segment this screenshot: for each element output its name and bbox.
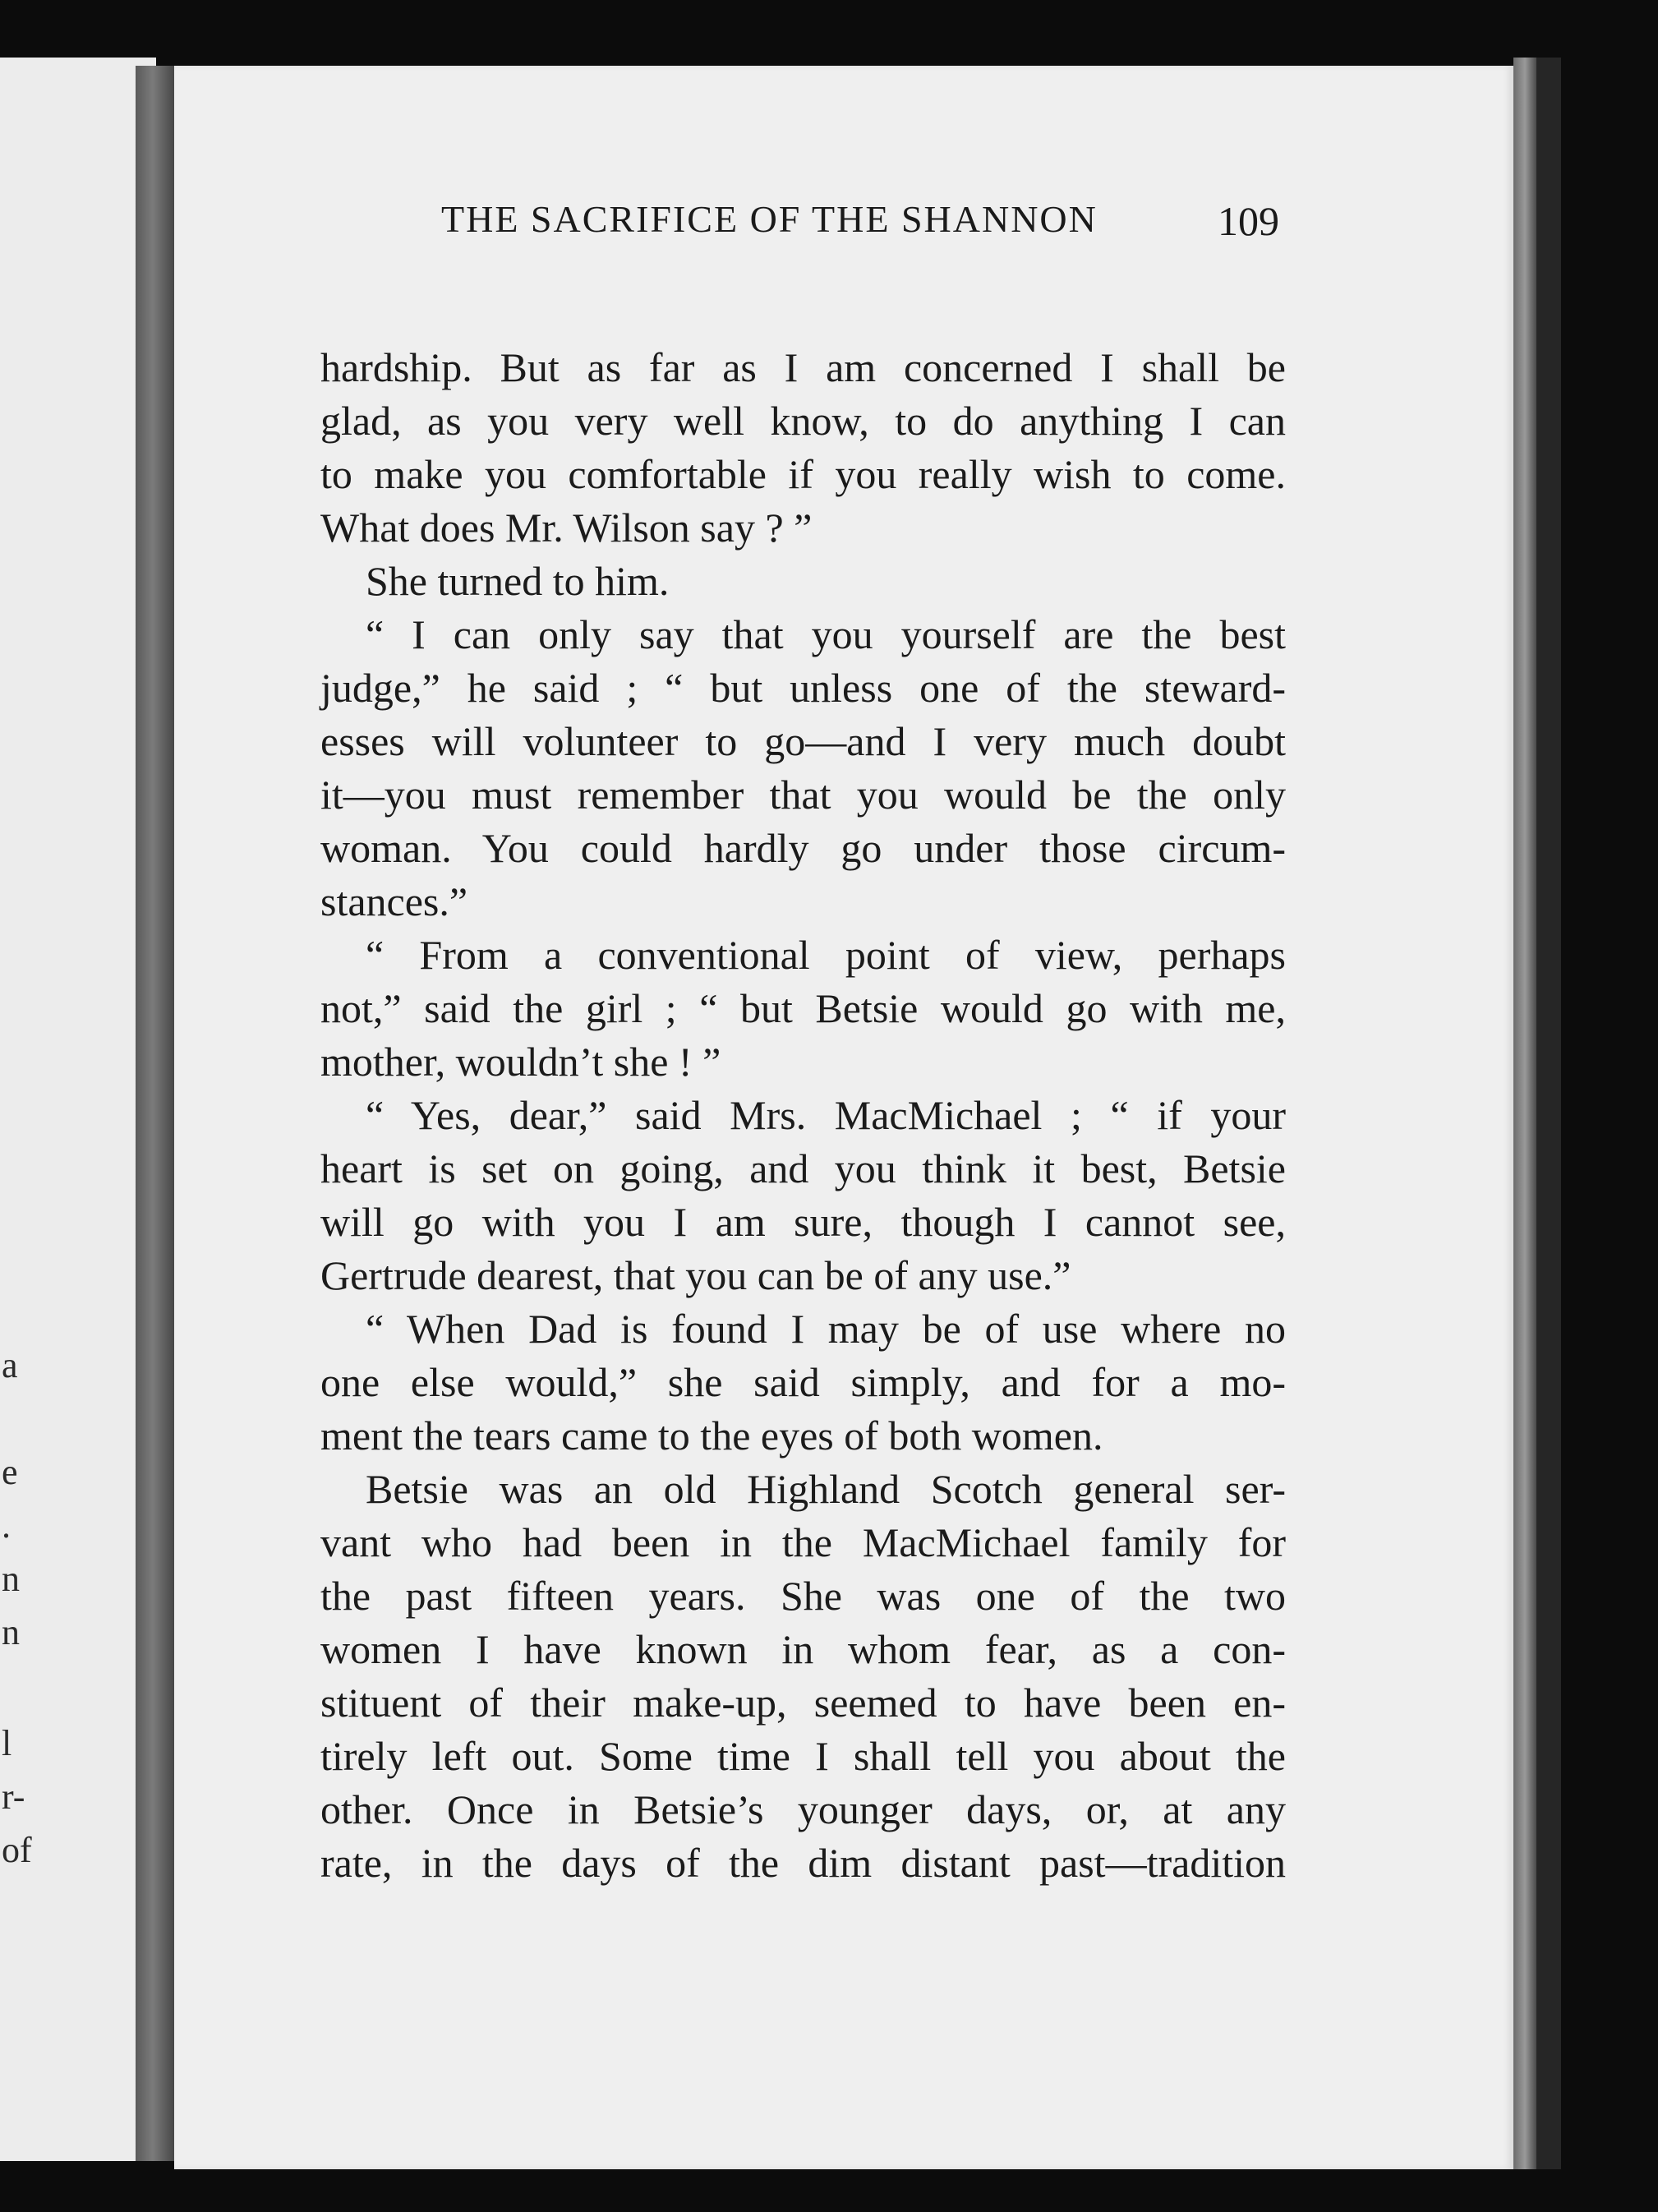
text-line: hardship. But as far as I am concerned I shall be [320, 344, 1286, 390]
page-binding-edge [1513, 58, 1536, 2169]
text-line: glad, as you very well know, to do anything I can [320, 398, 1286, 444]
text-line: Betsie was an old Highland Scotch general ser- [366, 1466, 1286, 1512]
left-page-fragments [0, 58, 32, 2161]
body-text [320, 341, 1286, 1890]
left-fragment: a [2, 1345, 18, 1385]
text-line: tirely left out. Some time I shall tell you about the [320, 1733, 1286, 1779]
text-line: heart is set on going, and you think it best, Betsie [320, 1145, 1286, 1191]
left-facing-page [0, 58, 156, 2161]
left-fragment: e [2, 1452, 18, 1492]
running-head: THE SACRIFICE OF THE SHANNON [441, 198, 1098, 240]
left-fragment: n [2, 1559, 20, 1599]
text-line: stituent of their make-up, seemed to have been en- [320, 1680, 1286, 1726]
text-line: rate, in the days of the dim distant past—tradition [320, 1840, 1286, 1886]
text-line: the past fifteen years. She was one of the two [320, 1573, 1286, 1619]
text-line: will go with you I am sure, though I cannot see, [320, 1199, 1286, 1245]
text-line: vant who had been in the MacMichael family for [320, 1519, 1286, 1565]
left-fragment: l [2, 1723, 12, 1763]
text-line: Gertrude dearest, that you can be of any use.” [320, 1252, 1071, 1298]
left-fragment: . [2, 1505, 11, 1546]
text-line: mother, wouldn’t she ! ” [320, 1039, 721, 1085]
left-fragment: r- [2, 1777, 25, 1817]
text-line: women I have known in whom fear, as a con- [320, 1626, 1286, 1672]
text-line: not,” said the girl ; “ but Betsie would go with me, [320, 985, 1286, 1031]
left-page-edge [136, 66, 178, 2161]
text-line: judge,” he said ; “ but unless one of the steward- [320, 665, 1286, 711]
page-header [267, 197, 1286, 271]
text-line: She turned to him. [366, 558, 670, 604]
text-line: “ From a conventional point of view, perhaps [366, 932, 1286, 978]
page-binding-shadow [1536, 58, 1561, 2169]
text-line: stances.” [320, 878, 468, 924]
text-line: it—you must remember that you would be the only [320, 772, 1286, 818]
text-line: one else would,” she said simply, and for a mo- [320, 1359, 1286, 1405]
left-fragment: n [2, 1612, 20, 1652]
text-line: What does Mr. Wilson say ? ” [320, 505, 813, 551]
text-line: esses will volunteer to go—and I very much doubt [320, 718, 1286, 764]
left-fragment: of [2, 1830, 32, 1870]
text-line: to make you comfortable if you really wish to come. [320, 451, 1286, 497]
text-line: woman. You could hardly go under those circum- [320, 825, 1286, 871]
page-number: 109 [1218, 198, 1279, 244]
text-line: “ Yes, dear,” said Mrs. MacMichael ; “ if your [366, 1092, 1286, 1138]
text-line: ment the tears came to the eyes of both women. [320, 1412, 1103, 1459]
text-line: “ When Dad is found I may be of use where no [366, 1306, 1286, 1352]
text-line: “ I can only say that you yourself are the best [366, 611, 1286, 657]
text-line: other. Once in Betsie’s younger days, or, at any [320, 1786, 1286, 1832]
